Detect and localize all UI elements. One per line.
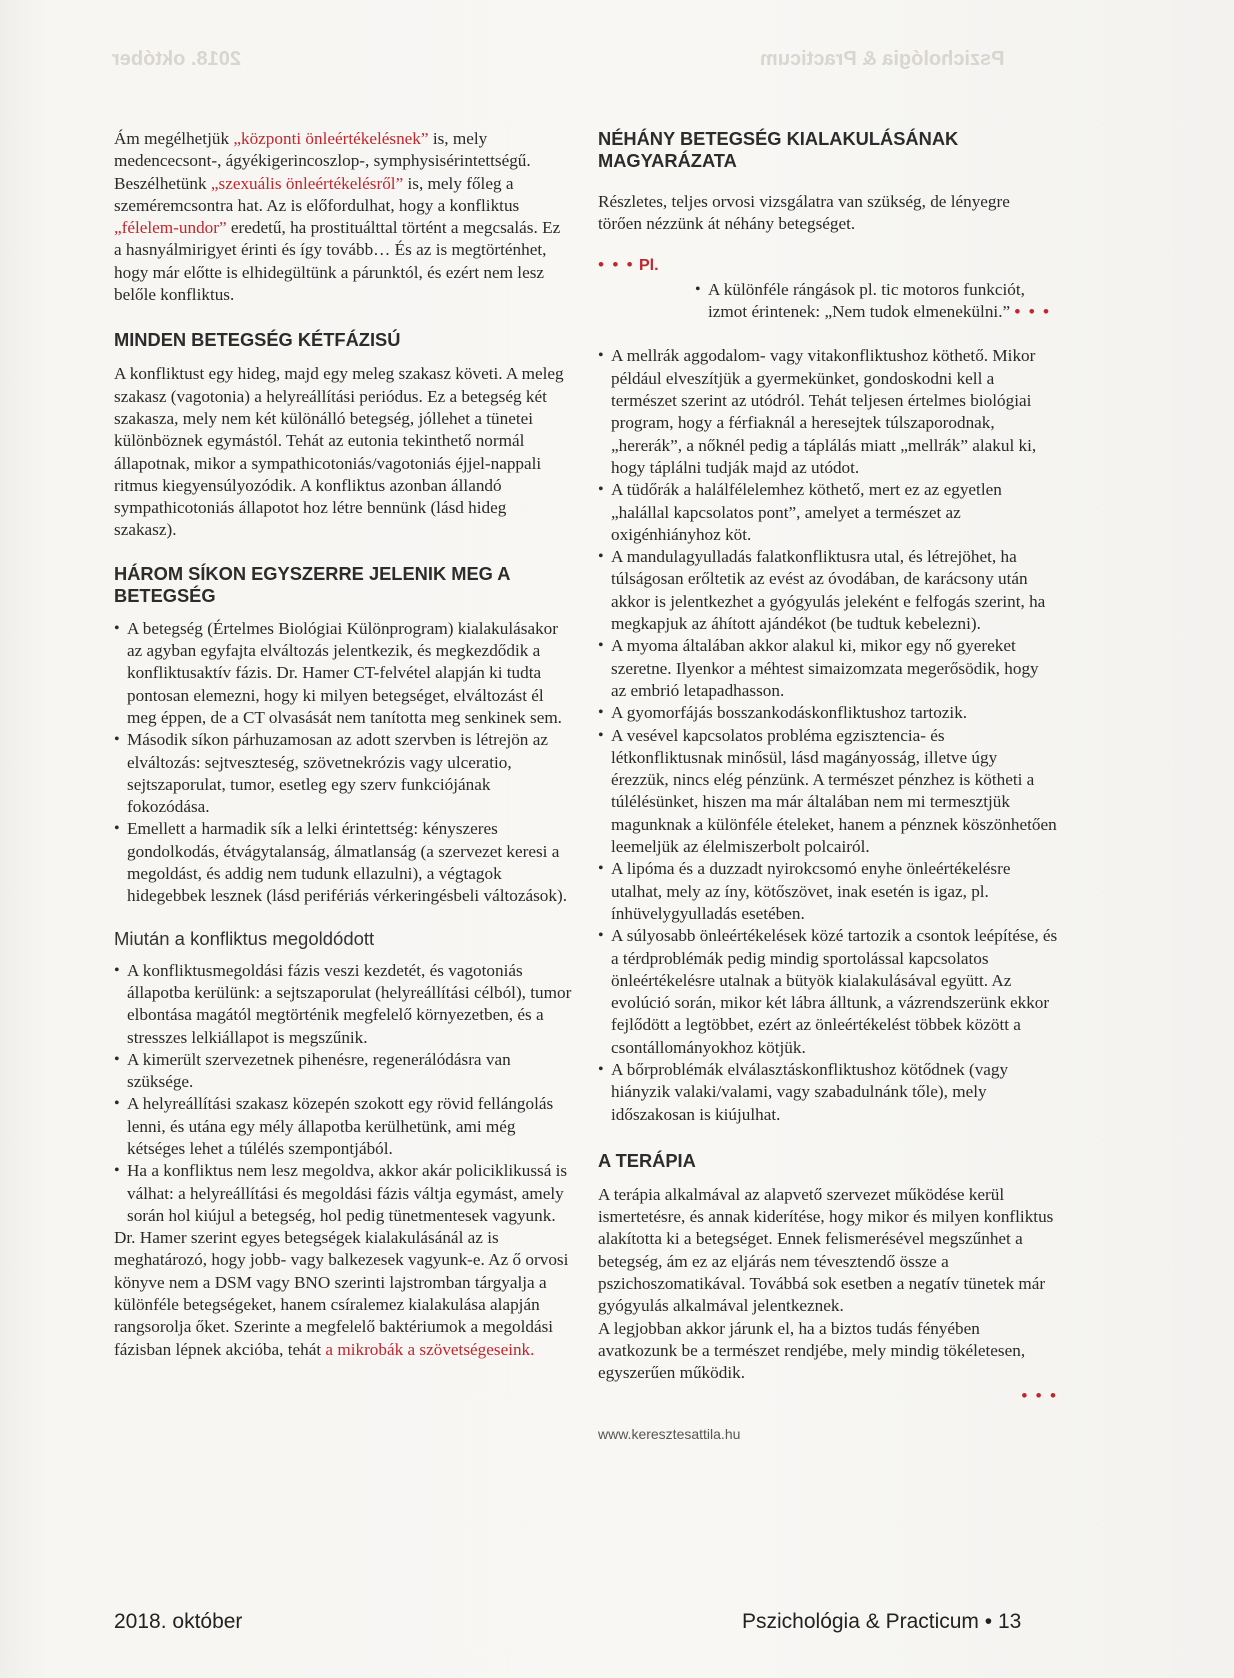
decorative-dots: • • • (598, 254, 635, 274)
text-run: is, mely főleg a szeméremcsontra hat. Az is előfordulhat, hogy a konfliktus (114, 173, 520, 215)
list-item: • A bőrproblémák elválasztáskonfliktushoz kötődnek (vagy hiányzik valaki/valami, vagy szabadulnánk tőle), mely időszakosan is kiújulhat. (598, 1059, 1058, 1126)
text-run: Ám megélhetjük (114, 129, 234, 148)
example-text: A különféle rángások pl. tic motoros funkciót, izmot érintenek: „Nem tudok elmenekülni.” (708, 279, 1025, 322)
list-item: • A lipóma és a duzzadt nyirokcsomó enyhe önleértékelésre utalhat, mely az íny, kötőszövet, inak esetén is igaz, pl. ínhüvelygyulladás esetében. (598, 858, 1058, 925)
left-column (114, 128, 572, 1361)
pl-label: Pl. (638, 256, 659, 274)
list-item: • A helyreállítási szakasz közepén szokott egy rövid fellángolás lenni, és utána egy mély állapotba kerülhetünk, ami még kétséges lehet a túlélés szempontjából. (114, 1093, 572, 1160)
decorative-dots: • • • (1014, 302, 1052, 322)
example-label (598, 254, 1058, 277)
text-run: eredetű, ha prostituálttal történt a megcsalás. Ez a hasnyálmirigyet érinti és így tovább… És az is megtörténhet, hogy már előtte is elhidegültünk a párunktól, és ezért nem lesz belőle konfliktus. (114, 218, 561, 305)
author-website: www.keresztesattila.hu (598, 1425, 741, 1442)
therapy-paragraph-1: A terápia alkalmával az alapvető szervezet működése kerül ismertetésre, és annak kiderítése, hogy mikor és milyen konfliktus alakította ki a betegséget. Ennek felismerésével megszűnhet a betegség, ám ez az eljárás nem tévesztendő össze a pszichoszomatikával. Továbbá sok esetben a negatív tünetek már gyógyulás alkalmával jelentkeznek. (598, 1184, 1054, 1316)
list-item: • A kimerült szervezetnek pihenésre, regenerálódásra van szüksége. (114, 1049, 572, 1094)
therapy-paragraph-2: A legjobban akkor járunk el, ha a biztos tudás fényében avatkozunk be a természet rendjébe, mely mindig tökéletesen, egyszerűen működik. (598, 1318, 1026, 1383)
closing-paragraph (114, 1227, 572, 1361)
list-item: • Ha a konfliktus nem lesz megoldva, akkor akár policiklikussá is válhat: a helyreállítási és megoldási fázis váltja egymást, amely során hol kiújul a betegség, hol pedig tünetmentesek vagyunk. (114, 1160, 572, 1227)
text-run: is, mely medencecsont-, ágyékigerincoszlop-, symphysisérintettségű. Beszélhetünk (114, 129, 531, 193)
highlighted-phrase: „szexuális önleértékelésről” (210, 173, 404, 193)
intro-paragraph (114, 128, 572, 306)
example-list (598, 279, 1058, 324)
list-item: • Második síkon párhuzamosan az adott szervben is létrejön az elváltozás: sejtveszteség, szövetnekrózis vagy ulceratio, sejtszaporulat, tumor, esetleg egy szerv funkciójának fokozódása. (114, 729, 572, 818)
subheading-after-resolution: Miután a konfliktus megoldódott (114, 927, 375, 949)
bleed-through-text-right: Pszichológia & Practicum (760, 48, 1005, 70)
magazine-name-page-number: Pszichológia & Practicum • 13 (742, 1610, 1022, 1633)
list-item: • A gyomorfájás bosszankodáskonfliktushoz tartozik. (598, 702, 1058, 724)
decorative-dots: • • • (1021, 1385, 1058, 1405)
list-item: • A mellrák aggodalom- vagy vitakonfliktushoz köthető. Mikor például elveszítjük a gyermekünket, gondoskodni kell a természet szerint az utódról. Tehát teljesen értelmes biológiai program, hogy a férfiaknál a heresejtek túlszaporodnak, „hererák”, a nőknél pedig a táplálás miatt „mellrák” alakul ki, hogy táplálni tudják majd az utódot. (598, 345, 1058, 479)
list-item: • A myoma általában akkor alakul ki, mikor egy nő gyereket szeretne. Ilyenkor a méhtest simaizomzata megerősödik, hogy az embrió letapadhasson. (598, 635, 1058, 702)
heading-therapy: A TERÁPIA (598, 1149, 696, 1171)
heading-three-planes: HÁROM SÍKON EGYSZERRE JELENIK MEG A BETEGSÉG (114, 562, 510, 606)
heading-explanation: NÉHÁNY BETEGSÉG KIALAKULÁSÁNAK MAGYARÁZATA (598, 128, 959, 171)
list-item: • A tüdőrák a halálfélelemhez köthető, mert ez az egyetlen „halállal kapcsolatos pont”, amelyet a természet az oxigénhiányhoz köt. (598, 479, 1058, 546)
right-column (598, 128, 1058, 1445)
list-item: • A betegség (Értelmes Biológiai Különprogram) kialakulásakor az agyban egyfajta elváltozás jelentkezik, és megkezdődik a konfliktusaktív fázis. Dr. Hamer CT-felvétel alapján ki tudta pontosan elemezni, hogy ki milyen betegséget, elváltozást él meg éppen, de a CT olvasását nem tanította meg senkinek sem. (114, 618, 572, 729)
end-marker (598, 1385, 1058, 1407)
list-item (695, 279, 1058, 324)
list-item: • A mandulagyulladás falatkonfliktusra utal, és létrejöhet, ha túlságosan erőltetik az evést az óvodában, de karácsony után akkor is jelentkezhet a gyógyulás jeleként e felfogás szerint, ha megkapjuk az áhított ajándékot (be tudtuk kebelezni). (598, 546, 1058, 635)
list-item: • Emellett a harmadik sík a lelki érintettség: kényszeres gondolkodás, étvágytalanság, álmatlanság (a szervezet keresi a megoldást, és addig nem tudunk ellazulni), a végtagok hidegebbek lesznek (lásd perifériás vérkeringésbeli változások). (114, 818, 572, 907)
three-planes-list (114, 618, 572, 908)
list-item: • A konfliktusmegoldási fázis veszi kezdetét, és vagotoniás állapotba kerülünk: a sejtszaporulat (helyreállítási célból), tumor elbontása magától megtörténik megfelelő környezetben, és a stresszes lelkiállapot is megszűnik. (114, 960, 572, 1049)
list-item: • A súlyosabb önleértékelések közé tartozik a csontok leépítése, és a térdproblémák pedig mindig sportolással kapcsolatos önleértékelésre utalnak a bütyök kialakulásával együtt. Az evolúció során, mikor két lábra álltunk, a vázrendszerünk ekkor fejlődött a legtöbbet, ezért az önleértékelést többek között a csontállományokhoz kötjük. (598, 925, 1058, 1059)
highlighted-phrase: „központi önleértékelésnek” (233, 129, 429, 148)
bleed-through-text-left: 2018. október (112, 48, 241, 70)
after-resolution-list (114, 960, 572, 1228)
text-run: Dr. Hamer szerint egyes betegségek kialakulásánál az is meghatározó, hogy jobb- vagy balkezesek vagyunk-e. Az ő orvosi könyve nem a DSM vagy BNO szerinti lajstromban tárgyalja a különféle betegségeket, hanem csíralemez kialakulása alapján rangsorolja őket. Szerinte a megfelelő baktériumok a megoldási fázisban lépnek akcióba, tehát (114, 1228, 569, 1359)
highlighted-phrase: a mikrobák a szövetségeseink. (325, 1339, 535, 1359)
list-item: • A vesével kapcsolatos probléma egzisztencia- és létkonfliktusnak minősül, lásd magányosság, illetve úgy érezzük, nincs elég pénzünk. A természet pénzhez is kötheti a túlélésünket, hiszen ma már általában nem mi termesztjük magunknak a különféle ételeket, hanem a pénznek köszönhetően leemeljük az élelmiszerbolt polcairól. (598, 725, 1058, 859)
heading-biphasic: MINDEN BETEGSÉG KÉTFÁZISÚ (114, 329, 401, 351)
biphasic-paragraph: A konfliktust egy hideg, majd egy meleg szakasz követi. A meleg szakasz (vagotonia) a helyreállítási periódus. Ez a betegség két szakasza, mely nem két különálló betegség, jóllehet a tünetei különböznek egymástól. Tehát az eutonia tekinthető normál állapotnak, mikor a sympathicotoniás/vagotoniás éjjel-nappali ritmus kiegyensúlyozódik. A konfliktus azonban állandó sympathicotoniás állapotot hoz létre bennünk (lásd hideg szakasz). (114, 364, 564, 540)
issue-date: 2018. október (114, 1610, 243, 1633)
disease-list (598, 345, 1058, 1125)
highlighted-phrase: „félelem-undor” (114, 218, 227, 238)
explanation-paragraph: Részletes, teljes orvosi vizsgálatra van szükség, de lényegre törően nézzünk át néhány betegséget. (598, 192, 1010, 234)
